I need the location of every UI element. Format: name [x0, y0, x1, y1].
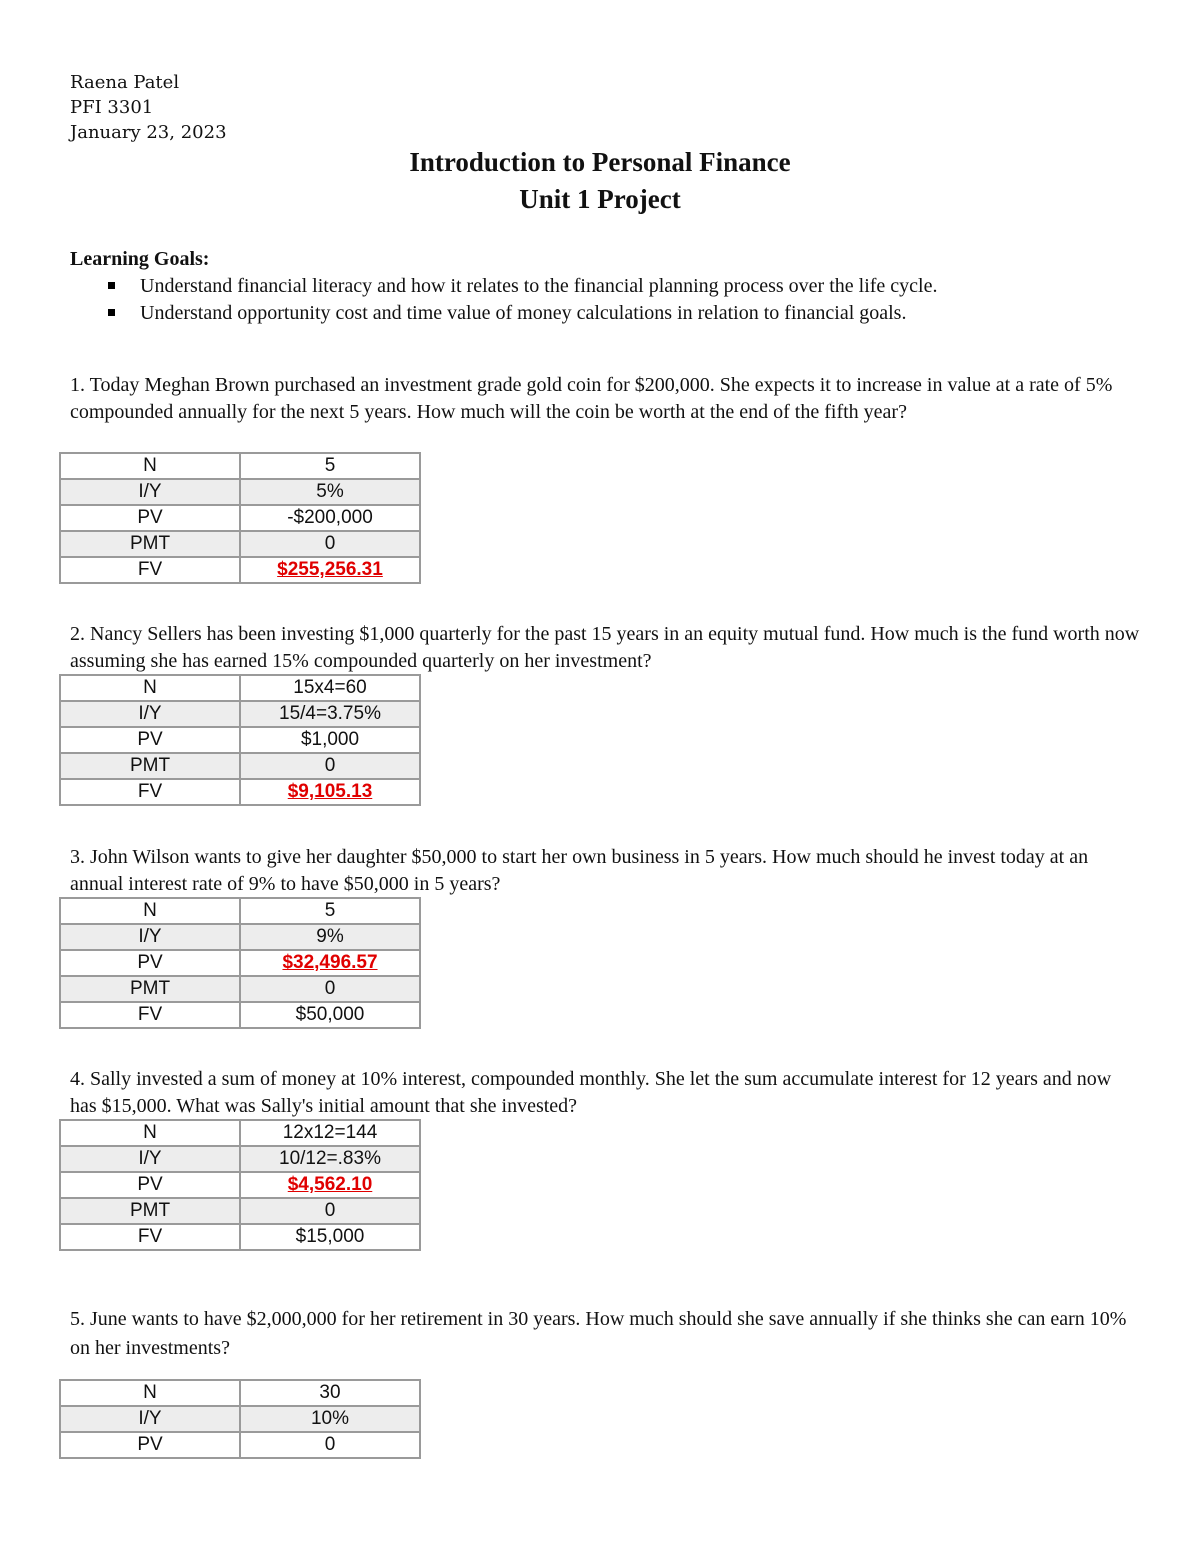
question-2: 2. Nancy Sellers has been investing $1,000 quarterly for the past 15 years in an equity mutual fund. How much is the fund worth now assuming she has earned 15% compounded quarterly on her investment? — [70, 623, 1140, 672]
answer-value: $9,105.13 — [287, 781, 373, 802]
learning-goal-item: Understand opportunity cost and time value of money calculations in relation to financial goals. — [70, 300, 937, 327]
question-5: 5. June wants to have $2,000,000 for her retirement in 30 years. How much should she save annually if she thinks she can earn 10% on her investments? — [70, 1308, 1127, 1359]
table-row: FV $50,000 — [60, 1002, 420, 1028]
student-header — [70, 70, 227, 145]
learning-goals — [70, 246, 937, 327]
tvm-table-4 — [59, 1119, 421, 1251]
square-bullet-icon — [108, 282, 115, 289]
title-line-1: Introduction to Personal Finance — [409, 147, 791, 177]
table-row: N 30 — [60, 1380, 420, 1406]
answer-value: $255,256.31 — [277, 559, 383, 580]
answer-value: $32,496.57 — [282, 952, 378, 973]
table-row: PV $4,562.10 — [60, 1172, 420, 1198]
square-bullet-icon — [108, 309, 115, 316]
table-row: I/Y 5% — [60, 479, 420, 505]
table-row: PV 0 — [60, 1432, 420, 1458]
tvm-table-1 — [59, 452, 421, 584]
learning-goal-item: Understand financial literacy and how it relates to the financial planning process over the life cycle. — [70, 273, 937, 300]
question-3: 3. John Wilson wants to give her daughter $50,000 to start her own business in 5 years. How much should he invest today at an annual interest rate of 9% to have $50,000 in 5 years? — [70, 846, 1089, 895]
table-row: FV $255,256.31 — [60, 557, 420, 583]
table-row: I/Y 10% — [60, 1406, 420, 1432]
learning-goals-heading: Learning Goals: — [70, 248, 210, 270]
title-line-2: Unit 1 Project — [519, 184, 681, 214]
table-row: N 12x12=144 — [60, 1120, 420, 1146]
table-row: N 15x4=60 — [60, 675, 420, 701]
table-row: PMT 0 — [60, 1198, 420, 1224]
table-row: PMT 0 — [60, 753, 420, 779]
table-row: FV $15,000 — [60, 1224, 420, 1250]
table-row: N 5 — [60, 898, 420, 924]
tvm-table-5 — [59, 1379, 421, 1459]
table-row: I/Y 10/12=.83% — [60, 1146, 420, 1172]
table-row: FV $9,105.13 — [60, 779, 420, 805]
document-date: January 23, 2023 — [70, 122, 227, 143]
tvm-table-2 — [59, 674, 421, 806]
table-row: PV $32,496.57 — [60, 950, 420, 976]
question-1: 1. Today Meghan Brown purchased an investment grade gold coin for $200,000. She expects it to increase in value at a rate of 5% compounded annually for the next 5 years. How much will the coin be worth at the end of the fifth year? — [70, 374, 1113, 423]
answer-value: $4,562.10 — [287, 1174, 373, 1195]
table-row: PMT 0 — [60, 976, 420, 1002]
table-row: N 5 — [60, 453, 420, 479]
question-4: 4. Sally invested a sum of money at 10% interest, compounded monthly. She let the sum accumulate interest for 12 years and now has $15,000. What was Sally's initial amount that she invested? — [70, 1068, 1112, 1117]
table-row: I/Y 15/4=3.75% — [60, 701, 420, 727]
learning-goals-list — [70, 273, 937, 327]
document-title — [0, 144, 1200, 218]
student-name: Raena Patel — [70, 72, 180, 93]
tvm-table-3 — [59, 897, 421, 1029]
table-row: PV -$200,000 — [60, 505, 420, 531]
table-row: PV $1,000 — [60, 727, 420, 753]
course-code: PFI 3301 — [70, 97, 154, 118]
table-row: PMT 0 — [60, 531, 420, 557]
table-row: I/Y 9% — [60, 924, 420, 950]
